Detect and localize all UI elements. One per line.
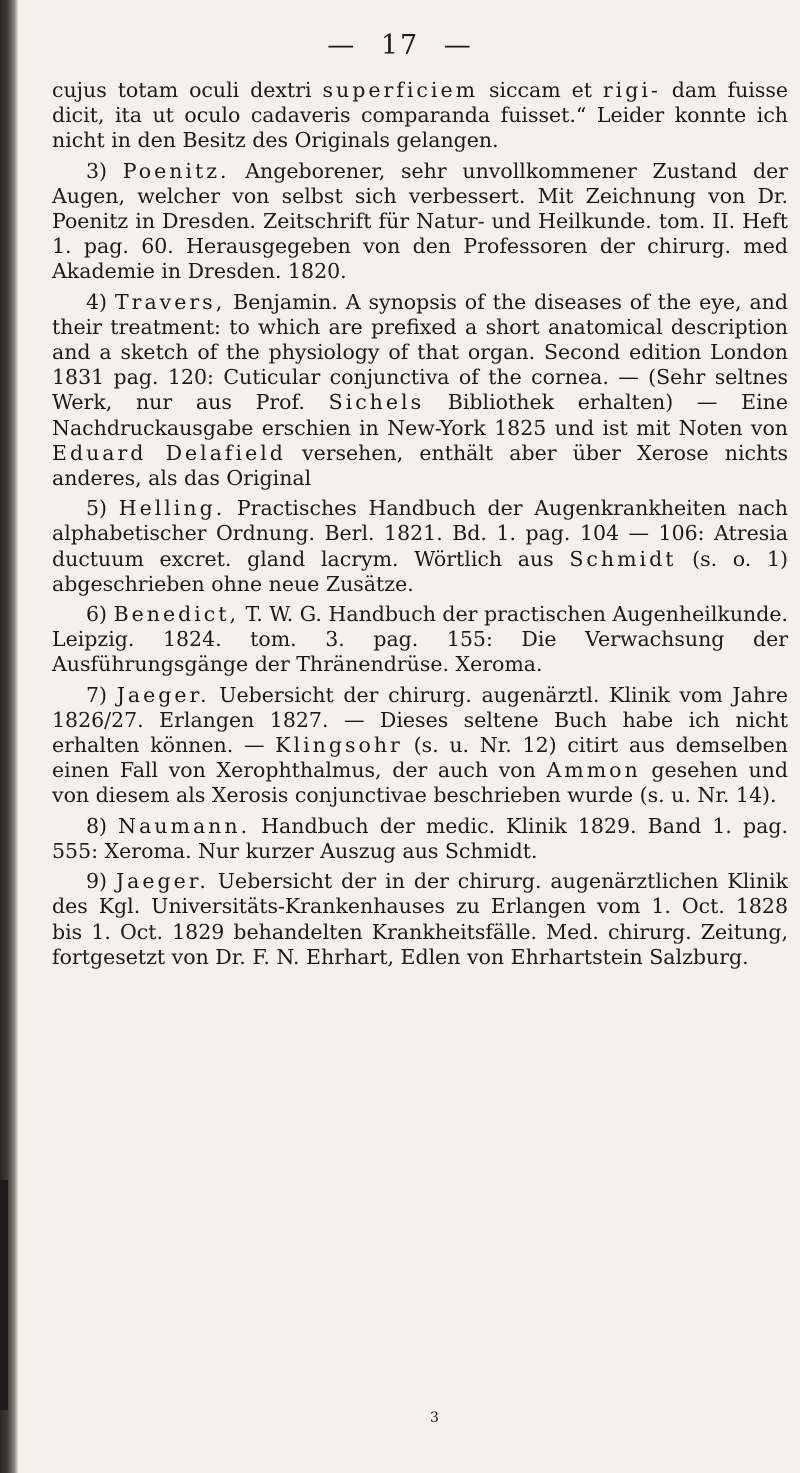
reference-paragraph-7	[52, 814, 788, 864]
text-run: 3)	[86, 158, 123, 183]
spaced-name: Schmidt	[569, 546, 677, 571]
text-run: siccam et	[478, 78, 603, 102]
reference-paragraph-1	[52, 78, 788, 154]
reference-paragraph-5	[52, 602, 788, 678]
reference-paragraph-8	[52, 869, 788, 970]
text-run: Benjamin. A synopsis of the diseases of the eye, and their treatment: to which are prefixed a short anatomical description and a sketch of the physiology of that organ. Second edition London 1831 pag. 120: Cuticular conjunctiva of the cornea. — (Sehr seltnes Werk, nur aus Prof.	[52, 289, 788, 415]
text-run: dam fuisse dicit, ita ut oculo cadaveris comparanda fuisset.“ Leider konnte ich nicht in den Besitz des Originals gelangen.	[52, 78, 788, 153]
signature-mark: 3	[430, 1410, 439, 1426]
text-run: cujus totam oculi dextri	[52, 78, 323, 102]
spaced-name: Helling.	[118, 496, 226, 521]
text-run: gesehen und von diesem als Xerosis conjunctivae beschrieben wurde (s. u. Nr. 14).	[52, 758, 788, 808]
reference-paragraph-6	[52, 683, 788, 809]
text-run: Uebersicht der chirurg. augenärztl. Klinik vom Jahre 1826/27. Erlangen 1827. — Dieses seltene Buch habe ich nicht erhalten können. —	[52, 682, 789, 758]
text-run: Practisches Handbuch der Augenkrankheiten nach alphabetischer Ordnung. Berl. 1821. Bd. 1. pag. 104 — 106: Atresia ductuum excret. gland lacrym. Wörtlich aus	[52, 496, 788, 571]
spaced-name: Naumann.	[118, 813, 251, 838]
text-run: 5)	[86, 496, 119, 521]
text-run: Bibliothek erhalten) — Eine Nachdruckausgabe erschien in New-York 1825 und ist mit Noten von	[52, 390, 788, 440]
spaced-name: Jaeger.	[116, 682, 210, 707]
header-left-dash: —	[327, 30, 357, 61]
spaced-name: Benedict,	[113, 602, 240, 627]
spaced-name: Jaeger.	[115, 869, 209, 894]
page-body	[52, 78, 788, 975]
page-number: 17	[380, 30, 420, 61]
reference-paragraph-4	[52, 496, 788, 597]
reference-paragraph-2	[52, 159, 788, 285]
text-run: 9)	[86, 869, 116, 894]
spaced-name: Eduard Delafield	[52, 440, 286, 465]
header-right-dash: —	[443, 30, 473, 61]
spaced-name: Sichels	[328, 390, 425, 415]
text-run: 7)	[86, 682, 117, 707]
spaced-name: Travers,	[114, 289, 226, 314]
spaced-name: Klingsohr	[275, 733, 403, 758]
text-run: (s. o. 1) abgeschrieben ohne neue Zusätze.	[52, 546, 788, 596]
book-binding-shadow	[0, 1180, 8, 1410]
text-run: 8)	[86, 813, 119, 838]
text-run: (s. u. Nr. 12) citirt aus demselben einen Fall von Xerophthalmus, der auch von	[52, 733, 788, 783]
spaced-name: Poenitz.	[122, 158, 230, 183]
text-run: Angeborener, sehr unvollkommener Zustand der Augen, welcher von selbst sich verbessert. Mit Zeichnung von Dr. Poenitz in Dresden. Zeitschrift für Natur- und Heilkunde. tom. II. Heft 1. pag. 60. Herausgegeben von den Professoren der chirurg. med Akademie in Dresden. 1820.	[52, 158, 788, 284]
spaced-name: rigi-	[602, 78, 661, 102]
reference-paragraph-3	[52, 290, 788, 492]
text-run: 6)	[86, 602, 114, 627]
text-run: T. W. G. Handbuch der practischen Augenheilkunde. Leipzig. 1824. tom. 3. pag. 155: Die Verwachsung der Ausführungsgänge der Thränendrüse. Xeroma.	[52, 602, 789, 677]
text-run: versehen, enthält aber über Xerose nichts anderes, als das Original	[52, 440, 788, 491]
spaced-name: superficiem	[322, 78, 479, 102]
text-run: Uebersicht der in der chirurg. augenärztlichen Klinik des Kgl. Universitäts-Krankenhauses zu Erlangen vom 1. Oct. 1828 bis 1. Oct. 1829 behandelten Krankheitsfälle. Med. chirurg. Zeitung, fortgesetzt von Dr. F. N. Ehrhart, Edlen von Ehrhartstein Salzburg.	[52, 869, 788, 969]
text-run: Handbuch der medic. Klinik 1829. Band 1. pag. 555: Xeroma. Nur kurzer Auszug aus Schmidt.	[52, 813, 788, 863]
spaced-name: Ammon	[546, 758, 641, 783]
page-header	[0, 30, 800, 61]
text-run: 4)	[86, 289, 115, 314]
